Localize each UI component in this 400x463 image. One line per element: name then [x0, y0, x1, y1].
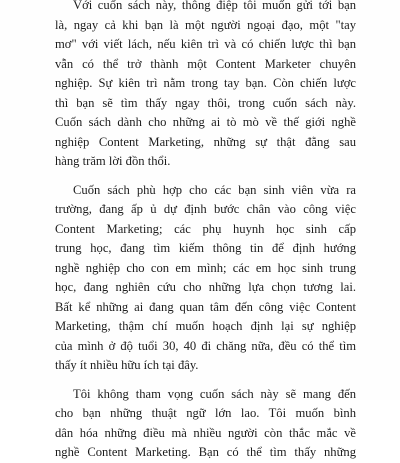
text-line: Cuốn sách dành cho những ai tò mò về thế giới nghề	[55, 115, 356, 129]
text-line: trường, đang ấp ủ dự định bước chân vào công việc	[55, 202, 356, 216]
paragraph-3	[55, 385, 356, 463]
text-line: thấy ít nhiều hữu ích tại đây.	[55, 358, 199, 372]
text-line: cho bạn những thuật ngữ lớn lao. Tôi muốn bình	[55, 406, 356, 420]
text-line: Cuốn sách phù hợp cho các bạn sinh viên vừa ra	[73, 182, 356, 197]
text-line: là, ngay cả khi bạn là một người ngoại đạo, một "tay	[55, 17, 356, 32]
text-line: Tôi không tham vọng cuốn sách này sẽ mang đến	[73, 386, 356, 401]
text-line: học, đang nghiên cứu cho những lựa chọn tương lai.	[55, 280, 356, 294]
text-line: của mình ở độ tuổi 30, 40 đi chăng nữa, đều có thể tìm	[55, 338, 356, 353]
text-line: hàng trăm lời đồn thổi.	[55, 154, 171, 168]
text-line: mơ" với viết lách, nếu kiên trì và có chiến lược thì bạn	[55, 37, 356, 51]
text-line: trung học, đang tìm kiếm thông tin để định hướng	[55, 241, 356, 255]
body-text	[55, 0, 356, 463]
text-line: nghiệp Content Marketing, những sự thật đằng sau	[55, 134, 356, 149]
text-line: nghiệp. Sự kiên trì nằm trong tay bạn. Còn chiến lược	[55, 76, 356, 90]
text-line: Content Marketing; các phụ huynh học sinh cấp	[55, 221, 356, 236]
text-line: thì bạn sẽ tìm thấy ngay thôi, trong cuốn sách này.	[55, 95, 356, 110]
text-line: Bất kể những ai đang quan tâm đến công việc Content	[55, 299, 356, 314]
text-line: vẫn có thể trở thành một Content Marketer chuyên	[55, 56, 356, 71]
paragraph-2	[55, 181, 356, 376]
text-line: dân hóa những điều mà nhiều người còn thắc mắc về	[55, 425, 356, 440]
text-line: Với cuốn sách này, thông điệp tôi muốn gửi tới bạn	[73, 0, 356, 12]
text-line: nghề nghiệp cho con em mình; các em học sinh trung	[55, 260, 356, 275]
text-line: Marketing, thậm chí muốn hoạch định lại sự nghiệp	[55, 319, 356, 333]
text-line: nghề Content Marketing. Bạn có thể tìm thấy những	[55, 445, 356, 459]
paragraph-1	[55, 0, 356, 172]
